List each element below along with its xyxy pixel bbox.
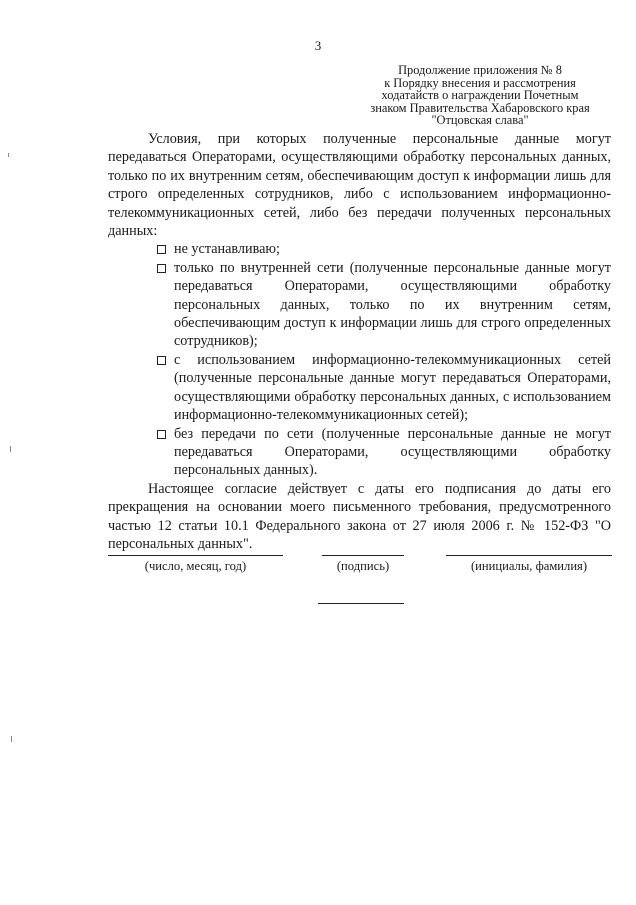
transfer-options-list: [108, 240, 611, 479]
checkbox-not-set[interactable]: [157, 245, 166, 254]
option-label: только по внутренней сети (полученные персональные данные могут передаваться Операторами, осуществляющими обработку персональных данных, только по их внутренним сетям, обеспечивающим доступ к информации лишь для строго определенных сотрудников);: [174, 259, 611, 350]
consent-paragraph: Настоящее согласие действует с даты его подписания до даты его прекращения на основании моего письменного требования, предусмотренного частью 12 статьи 10.1 Федерального закона от 27 июля 2006 г. № 152-ФЗ "О персональных данных".: [108, 480, 611, 552]
date-line: [108, 555, 283, 556]
intro-paragraph: Условия, при которых полученные персональные данные могут передаваться Операторами, осуществляющими обработку персональных данных, только по их внутренним сетям, обеспечивающим доступ к информации лишь для строго определенных сотрудников, либо с использованием информационно-телекоммуникационных сетей, либо без передачи полученных персональных данных:: [108, 131, 611, 240]
option-label: без передачи по сети (полученные персональные данные не могут передаваться Операторами, осуществляющими обработку персональных данных).: [174, 425, 611, 479]
header-line: ходатайств о награждении Почетным: [381, 88, 579, 102]
option-internal-network: [108, 259, 611, 351]
header-line: "Отцовская слава": [431, 113, 529, 127]
signature-label: (подпись): [336, 559, 390, 573]
signature-line: [322, 555, 404, 556]
name-line: [446, 555, 612, 556]
option-no-network: [108, 425, 611, 480]
option-label: не устанавливаю;: [174, 241, 280, 258]
margin-mark: [11, 736, 12, 742]
header-line: знаком Правительства Хабаровского края: [370, 100, 590, 115]
option-not-set: [108, 240, 611, 258]
header-line: к Порядку внесения и рассмотрения: [384, 75, 576, 90]
bottom-divider-line: [318, 603, 404, 604]
name-label: (инициалы, фамилия): [470, 559, 588, 573]
appendix-header: [350, 64, 610, 127]
date-label: (число, месяц, год): [144, 559, 247, 573]
option-label: с использованием информационно-телекоммуникационных сетей (полученные персональные данные могут передаваться Операторами, осуществляющими обработку персональных данных, с использованием информационно-телекоммуникационных сетей);: [174, 351, 611, 424]
signature-row: [0, 555, 636, 585]
option-telecom-networks: [108, 351, 611, 425]
margin-mark: [10, 446, 11, 452]
header-line: Продолжение приложения № 8: [398, 63, 562, 77]
name-field[interactable]: [446, 555, 612, 574]
page-number: 3: [314, 38, 322, 53]
checkbox-no-network[interactable]: [157, 430, 166, 439]
checkbox-telecom-networks[interactable]: [157, 356, 166, 365]
signature-field[interactable]: [322, 555, 404, 574]
margin-mark: [8, 153, 9, 157]
date-field[interactable]: [108, 555, 283, 574]
checkbox-internal-network[interactable]: [157, 264, 166, 273]
document-body: [108, 130, 611, 553]
